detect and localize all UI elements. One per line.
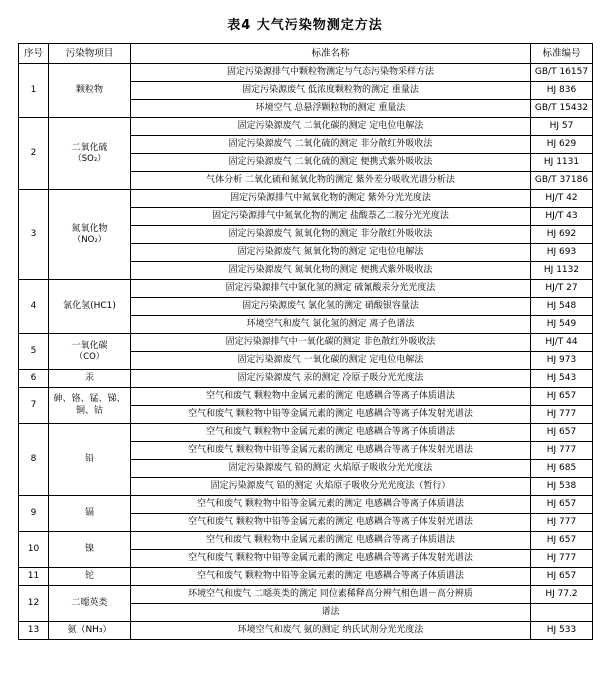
pollutant-label: 镉 xyxy=(84,507,94,518)
row-index-cell: 4 xyxy=(19,280,49,334)
pollutant-name-cell xyxy=(49,190,131,280)
row-index-cell: 8 xyxy=(19,424,49,496)
standard-name-cell: 固定污染源废气 二氧化硫的测定 非分散红外吸收法 xyxy=(131,136,531,154)
row-index-cell: 1 xyxy=(19,64,49,118)
column-header-standard-name: 标准名称 xyxy=(131,44,531,64)
standard-code-cell: GB/T 16157 xyxy=(531,64,593,82)
standard-code-cell: HJ 548 xyxy=(531,298,593,316)
standard-code-cell: HJ 538 xyxy=(531,478,593,496)
standard-code-cell: HJ 973 xyxy=(531,352,593,370)
standard-name-cell: 空气和废气 颗粒物中铅等金属元素的测定 电感耦合等离子体发射光谱法 xyxy=(131,514,531,532)
standard-code-cell: HJ 693 xyxy=(531,244,593,262)
pollutant-name-cell xyxy=(49,622,131,640)
table-row xyxy=(19,388,593,406)
table-row xyxy=(19,370,593,388)
standard-name-cell: 空气和废气 颗粒物中金属元素的测定 电感耦合等离子体质谱法 xyxy=(131,424,531,442)
standard-name-cell: 空气和废气 颗粒物中铅等金属元素的测定 电感耦合等离子体发射光谱法 xyxy=(131,442,531,460)
standard-name-cell: 空气和废气 颗粒物中铅等金属元素的测定 电感耦合等离子体质谱法 xyxy=(131,496,531,514)
standard-code-cell: HJ 657 xyxy=(531,532,593,550)
column-header-pollutant: 污染物项目 xyxy=(49,44,131,64)
row-index-cell: 6 xyxy=(19,370,49,388)
pollutant-name-cell xyxy=(49,568,131,586)
row-index-cell: 5 xyxy=(19,334,49,370)
row-index-cell: 7 xyxy=(19,388,49,424)
standard-name-cell: 固定污染源废气 二氧化碳的测定 定电位电解法 xyxy=(131,118,531,136)
page-title: 表4 大气污染物测定方法 xyxy=(227,18,383,33)
standard-name-cell: 气体分析 二氧化硫和氮氧化物的测定 紫外差分吸收光谱分析法 xyxy=(131,172,531,190)
table-row xyxy=(19,334,593,352)
table-row xyxy=(19,118,593,136)
standard-code-cell: HJ/T 42 xyxy=(531,190,593,208)
pollutant-name-cell xyxy=(49,532,131,568)
standard-code-cell: HJ 549 xyxy=(531,316,593,334)
standard-code-cell: HJ 836 xyxy=(531,82,593,100)
row-index-cell: 12 xyxy=(19,586,49,622)
standard-code-cell: HJ 1131 xyxy=(531,154,593,172)
standard-code-cell: HJ 777 xyxy=(531,550,593,568)
table-row xyxy=(19,64,593,82)
pollutant-label: 一氧化碳 xyxy=(71,340,108,351)
table-row xyxy=(19,496,593,514)
standard-code-cell: HJ 543 xyxy=(531,370,593,388)
pollutant-label: 铅 xyxy=(84,453,94,464)
standard-name-cell: 固定污染源排气中一氧化碳的测定 非色散红外吸收法 xyxy=(131,334,531,352)
standard-name-cell: 环境空气 总悬浮颗粒物的测定 重量法 xyxy=(131,100,531,118)
pollutant-name-cell xyxy=(49,370,131,388)
pollutant-name-cell xyxy=(49,118,131,190)
pollutant-label: 汞 xyxy=(84,372,94,383)
pollutant-name-cell xyxy=(49,388,131,424)
pollutant-label: 颗粒物 xyxy=(75,84,103,95)
standard-name-cell: 空气和废气 颗粒物中铅等金属元素的测定 电感耦合等离子体发射光谱法 xyxy=(131,550,531,568)
standard-name-cell: 环境空气和废气 氯化氢的测定 离子色谱法 xyxy=(131,316,531,334)
standard-code-cell: HJ 657 xyxy=(531,424,593,442)
standard-name-cell: 固定污染源排气中氯化氢的测定 硫氰酸汞分光光度法 xyxy=(131,280,531,298)
table-row xyxy=(19,190,593,208)
row-index-cell: 2 xyxy=(19,118,49,190)
table-row xyxy=(19,568,593,586)
pollutant-name-cell xyxy=(49,64,131,118)
standard-name-cell: 固定污染源排气中氮氧化物的测定 紫外分光光度法 xyxy=(131,190,531,208)
row-index-cell: 10 xyxy=(19,532,49,568)
standard-name-cell: 固定污染源废气 铅的测定 火焰原子吸收分光光度法（暂行） xyxy=(131,478,531,496)
table-header-row xyxy=(19,44,593,64)
standard-name-cell: 固定污染源废气 氮氧化物的测定 便携式紫外吸收法 xyxy=(131,262,531,280)
standard-code-cell: HJ 77.2 xyxy=(531,586,593,604)
standard-code-cell: GB/T 37186 xyxy=(531,172,593,190)
pollutant-label: 氯化氢(HC1) xyxy=(63,300,116,311)
standard-code-cell: HJ 657 xyxy=(531,568,593,586)
row-index-cell: 11 xyxy=(19,568,49,586)
pollutant-label: 镍 xyxy=(84,543,94,554)
standard-code-cell: HJ 685 xyxy=(531,460,593,478)
standard-code-cell: HJ 1132 xyxy=(531,262,593,280)
pollutant-measurement-table xyxy=(18,43,593,640)
table-row xyxy=(19,280,593,298)
standard-code-cell: HJ 777 xyxy=(531,514,593,532)
standard-name-cell: 空气和废气 颗粒物中金属元素的测定 电感耦合等离子体质谱法 xyxy=(131,532,531,550)
pollutant-formula: （NO₂） xyxy=(72,234,107,245)
table-row xyxy=(19,424,593,442)
row-index-cell: 13 xyxy=(19,622,49,640)
standard-name-cell: 谱法 xyxy=(131,604,531,622)
table-row xyxy=(19,532,593,550)
column-header-standard-code: 标准编号 xyxy=(531,44,593,64)
table-row xyxy=(19,622,593,640)
pollutant-label: 二氧化硫 xyxy=(71,142,108,153)
standard-name-cell: 固定污染源废气 氯化氢的测定 硝酸银容量法 xyxy=(131,298,531,316)
standard-code-cell: HJ 777 xyxy=(531,406,593,424)
standard-code-cell: HJ 692 xyxy=(531,226,593,244)
row-index-cell: 3 xyxy=(19,190,49,280)
standard-name-cell: 固定污染源废气 二氧化硫的测定 便携式紫外吸收法 xyxy=(131,154,531,172)
pollutant-label: 氮氧化物 xyxy=(71,223,108,234)
standard-name-cell: 固定污染源废气 低浓度颗粒物的测定 重量法 xyxy=(131,82,531,100)
standard-name-cell: 固定污染源废气 铅的测定 火焰原子吸收分光光度法 xyxy=(131,460,531,478)
standard-code-cell: HJ 777 xyxy=(531,442,593,460)
standard-name-cell: 固定污染源废气 汞的测定 冷原子吸分光光度法 xyxy=(131,370,531,388)
table-body xyxy=(19,64,593,640)
standard-name-cell: 固定污染源排气中颗粒物测定与气态污染物采样方法 xyxy=(131,64,531,82)
standard-code-cell: HJ/T 27 xyxy=(531,280,593,298)
pollutant-label: 铊 xyxy=(84,570,94,581)
standard-code-cell: HJ 533 xyxy=(531,622,593,640)
standard-name-cell: 固定污染源废气 氮氧化物的测定 非分散红外吸收法 xyxy=(131,226,531,244)
standard-code-cell: HJ 57 xyxy=(531,118,593,136)
standard-name-cell: 固定污染源废气 氮氧化物的测定 定电位电解法 xyxy=(131,244,531,262)
standard-name-cell: 环境空气和废气 二噁英类的测定 同位素稀释高分辨气相色谱－高分辨质 xyxy=(131,586,531,604)
standard-code-cell: HJ/T 43 xyxy=(531,208,593,226)
table-row xyxy=(19,586,593,604)
column-header-index: 序号 xyxy=(19,44,49,64)
standard-name-cell: 空气和废气 颗粒物中铅等金属元素的测定 电感耦合等离子体发射光谱法 xyxy=(131,406,531,424)
standard-name-cell: 固定污染源废气 一氧化碳的测定 定电位电解法 xyxy=(131,352,531,370)
pollutant-label: 氨（NH₃） xyxy=(67,624,112,635)
standard-code-cell xyxy=(531,604,593,622)
standard-code-cell: HJ 657 xyxy=(531,388,593,406)
pollutant-formula: （CO） xyxy=(74,351,105,362)
standard-name-cell: 空气和废气 颗粒物中金属元素的测定 电感耦合等离子体质谱法 xyxy=(131,388,531,406)
pollutant-label: 二噁英类 xyxy=(71,597,108,608)
pollutant-formula: （SO₂） xyxy=(73,153,106,164)
standard-code-cell: GB/T 15432 xyxy=(531,100,593,118)
standard-name-cell: 环境空气和废气 氨的测定 纳氏试剂分光光度法 xyxy=(131,622,531,640)
standard-code-cell: HJ 657 xyxy=(531,496,593,514)
pollutant-name-cell xyxy=(49,334,131,370)
table-header xyxy=(19,44,593,64)
standard-name-cell: 空气和废气 颗粒物中铅等金属元素的测定 电感耦合等离子体质谱法 xyxy=(131,568,531,586)
pollutant-name-cell xyxy=(49,280,131,334)
pollutant-name-cell xyxy=(49,424,131,496)
pollutant-name-cell xyxy=(49,496,131,532)
pollutant-name-cell xyxy=(49,586,131,622)
row-index-cell: 9 xyxy=(19,496,49,532)
pollutant-label: 砷、铬、锰、锑、铜、钴 xyxy=(53,394,126,416)
standard-code-cell: HJ/T 44 xyxy=(531,334,593,352)
standard-code-cell: HJ 629 xyxy=(531,136,593,154)
standard-name-cell: 固定污染源排气中氮氧化物的测定 盐酸萘乙二胺分光光度法 xyxy=(131,208,531,226)
